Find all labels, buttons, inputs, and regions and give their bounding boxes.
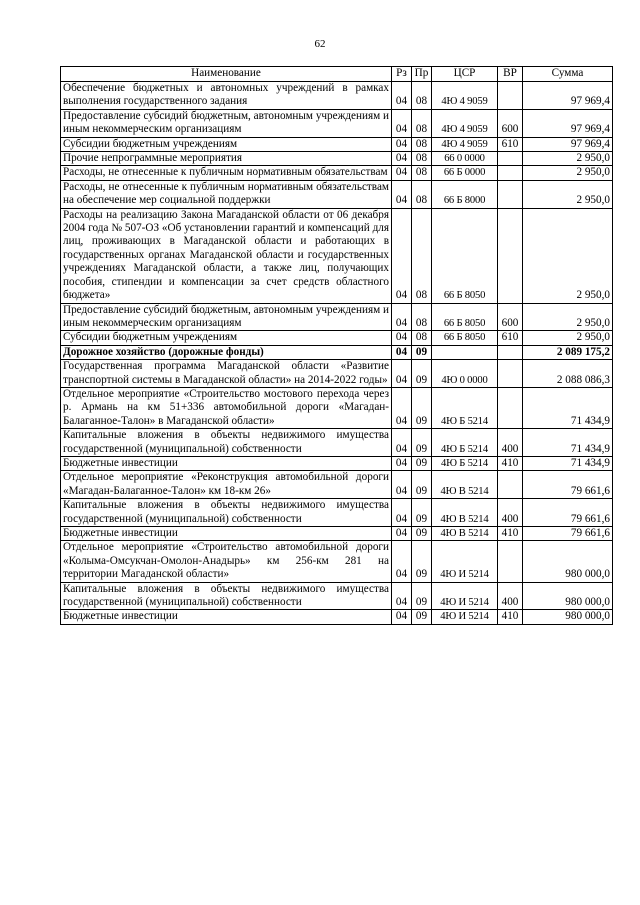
page-number: 62	[314, 38, 326, 50]
row-amount: 980 000,0	[523, 541, 613, 582]
row-rz: 04	[392, 429, 412, 457]
row-pr: 08	[412, 180, 432, 208]
row-rz: 04	[392, 499, 412, 527]
table-row	[61, 499, 613, 527]
row-pr: 08	[412, 331, 432, 345]
table-row	[61, 387, 613, 428]
row-vr	[498, 166, 523, 180]
row-vr	[498, 152, 523, 166]
row-pr: 09	[412, 471, 432, 499]
row-pr: 08	[412, 137, 432, 151]
row-amount: 980 000,0	[523, 582, 613, 610]
row-csr: 4Ю В 5214	[432, 471, 498, 499]
row-amount: 2 950,0	[523, 166, 613, 180]
row-pr: 09	[412, 527, 432, 541]
row-csr: 66 Б 0000	[432, 166, 498, 180]
table-row	[61, 456, 613, 470]
row-csr: 4Ю И 5214	[432, 541, 498, 582]
table-row	[61, 471, 613, 499]
row-pr: 08	[412, 166, 432, 180]
row-rz: 04	[392, 387, 412, 428]
row-name: Дорожное хозяйство (дорожные фонды)	[61, 345, 392, 359]
row-rz: 04	[392, 303, 412, 331]
row-amount: 97 969,4	[523, 137, 613, 151]
table-row	[61, 610, 613, 624]
row-vr	[498, 82, 523, 110]
row-name: Капитальные вложения в объекты недвижимого имущества государственной (муниципальной) собственности	[61, 429, 392, 457]
header-vr: ВР	[498, 67, 523, 82]
row-pr: 09	[412, 499, 432, 527]
row-csr: 4Ю Б 5214	[432, 456, 498, 470]
row-rz: 04	[392, 471, 412, 499]
row-csr: 4Ю 0 0000	[432, 360, 498, 388]
row-csr: 66 Б 8050	[432, 331, 498, 345]
row-vr: 600	[498, 109, 523, 137]
row-name: Расходы, не отнесенные к публичным нормативным обязательствам на обеспечение мер социальной поддержки	[61, 180, 392, 208]
row-vr: 400	[498, 582, 523, 610]
table-row	[61, 109, 613, 137]
row-rz: 04	[392, 360, 412, 388]
table-row	[61, 166, 613, 180]
row-csr	[432, 345, 498, 359]
row-rz: 04	[392, 610, 412, 624]
row-rz: 04	[392, 166, 412, 180]
header-name: Наименование	[61, 67, 392, 82]
header-amount: Сумма	[523, 67, 613, 82]
row-pr: 09	[412, 429, 432, 457]
table-row	[61, 331, 613, 345]
row-pr: 09	[412, 582, 432, 610]
row-pr: 08	[412, 82, 432, 110]
row-name: Субсидии бюджетным учреждениям	[61, 137, 392, 151]
table-row	[61, 541, 613, 582]
row-amount: 71 434,9	[523, 429, 613, 457]
row-rz: 04	[392, 331, 412, 345]
row-vr	[498, 345, 523, 359]
row-pr: 09	[412, 456, 432, 470]
row-name: Предоставление субсидий бюджетным, автономным учреждениям и иным некоммерческим организациям	[61, 109, 392, 137]
row-csr: 4Ю И 5214	[432, 582, 498, 610]
row-amount: 79 661,6	[523, 527, 613, 541]
row-csr: 4Ю 4 9059	[432, 82, 498, 110]
row-vr	[498, 180, 523, 208]
row-name: Отдельное мероприятие «Строительство мостового перехода через р. Армань на км 51+336 автомобильной дороги «Магадан-Балаганное-Талон» в Магаданской области»	[61, 387, 392, 428]
row-rz: 04	[392, 137, 412, 151]
row-vr: 410	[498, 456, 523, 470]
row-name: Отдельное мероприятие «Строительство автомобильной дороги «Колыма-Омсукчан-Омолон-Анадырь» км 256-км 281 на территории Магаданской области»	[61, 541, 392, 582]
row-rz: 04	[392, 109, 412, 137]
row-vr	[498, 541, 523, 582]
row-name: Бюджетные инвестиции	[61, 527, 392, 541]
row-amount: 2 088 086,3	[523, 360, 613, 388]
table-row	[61, 152, 613, 166]
row-amount: 79 661,6	[523, 499, 613, 527]
row-vr: 400	[498, 499, 523, 527]
row-pr: 09	[412, 541, 432, 582]
row-vr: 600	[498, 303, 523, 331]
header-pr: Пр	[412, 67, 432, 82]
header-csr: ЦСР	[432, 67, 498, 82]
row-vr: 410	[498, 610, 523, 624]
row-vr: 410	[498, 527, 523, 541]
row-rz: 04	[392, 541, 412, 582]
row-vr: 400	[498, 429, 523, 457]
row-pr: 09	[412, 387, 432, 428]
row-amount: 2 950,0	[523, 303, 613, 331]
row-amount: 2 950,0	[523, 331, 613, 345]
row-csr: 66 Б 8050	[432, 303, 498, 331]
row-csr: 66 Б 8050	[432, 208, 498, 303]
row-pr: 09	[412, 360, 432, 388]
row-rz: 04	[392, 180, 412, 208]
row-vr	[498, 387, 523, 428]
row-pr: 08	[412, 208, 432, 303]
row-pr: 08	[412, 303, 432, 331]
row-amount: 980 000,0	[523, 610, 613, 624]
row-vr	[498, 360, 523, 388]
row-vr: 610	[498, 137, 523, 151]
row-name: Субсидии бюджетным учреждениям	[61, 331, 392, 345]
row-rz: 04	[392, 82, 412, 110]
table-row	[61, 303, 613, 331]
row-name: Отдельное мероприятие «Реконструкция автомобильной дороги «Магадан-Балаганное-Талон» км 18-км 26»	[61, 471, 392, 499]
row-pr: 08	[412, 152, 432, 166]
header-rz: Рз	[392, 67, 412, 82]
table-row	[61, 345, 613, 359]
row-vr	[498, 471, 523, 499]
row-rz: 04	[392, 582, 412, 610]
row-rz: 04	[392, 345, 412, 359]
row-csr: 4Ю В 5214	[432, 527, 498, 541]
row-amount: 97 969,4	[523, 109, 613, 137]
budget-table	[60, 66, 613, 625]
row-name: Капитальные вложения в объекты недвижимого имущества государственной (муниципальной) собственности	[61, 499, 392, 527]
row-amount: 71 434,9	[523, 387, 613, 428]
row-amount: 2 950,0	[523, 180, 613, 208]
row-amount: 97 969,4	[523, 82, 613, 110]
table-row	[61, 527, 613, 541]
row-name: Расходы, не отнесенные к публичным нормативным обязательствам	[61, 166, 392, 180]
row-rz: 04	[392, 527, 412, 541]
row-csr: 4Ю В 5214	[432, 499, 498, 527]
row-csr: 4Ю Б 5214	[432, 429, 498, 457]
row-csr: 4Ю 4 9059	[432, 109, 498, 137]
row-name: Государственная программа Магаданской области «Развитие транспортной системы в Магаданской области» на 2014-2022 годы»	[61, 360, 392, 388]
row-amount: 2 950,0	[523, 208, 613, 303]
row-name: Бюджетные инвестиции	[61, 456, 392, 470]
row-csr: 4Ю И 5214	[432, 610, 498, 624]
row-csr: 66 Б 8000	[432, 180, 498, 208]
row-name: Обеспечение бюджетных и автономных учреждений в рамках выполнения государственного задания	[61, 82, 392, 110]
table-row	[61, 360, 613, 388]
row-pr: 09	[412, 345, 432, 359]
row-rz: 04	[392, 208, 412, 303]
row-pr: 08	[412, 109, 432, 137]
table-row	[61, 429, 613, 457]
row-csr: 4Ю Б 5214	[432, 387, 498, 428]
row-amount: 2 950,0	[523, 152, 613, 166]
table-header-row	[61, 67, 613, 82]
row-amount: 2 089 175,2	[523, 345, 613, 359]
table-row	[61, 582, 613, 610]
row-name: Расходы на реализацию Закона Магаданской области от 06 декабря 2004 года № 507-ОЗ «Об установлении гарантий и компенсаций для лиц, проживающих в Магаданской области и работающих в государственных органах Магаданской области и государственных учреждениях Магаданской области, а также лиц, получающих пособия, стипендии и компенсации за счет средств областного бюджета»	[61, 208, 392, 303]
row-csr: 4Ю 4 9059	[432, 137, 498, 151]
row-name: Прочие непрограммные мероприятия	[61, 152, 392, 166]
table-row	[61, 180, 613, 208]
table-row	[61, 82, 613, 110]
row-amount: 79 661,6	[523, 471, 613, 499]
table-row	[61, 137, 613, 151]
table-row	[61, 208, 613, 303]
row-vr: 610	[498, 331, 523, 345]
row-vr	[498, 208, 523, 303]
row-csr: 66 0 0000	[432, 152, 498, 166]
row-name: Бюджетные инвестиции	[61, 610, 392, 624]
row-amount: 71 434,9	[523, 456, 613, 470]
row-rz: 04	[392, 456, 412, 470]
row-pr: 09	[412, 610, 432, 624]
row-rz: 04	[392, 152, 412, 166]
row-name: Предоставление субсидий бюджетным, автономным учреждениям и иным некоммерческим организациям	[61, 303, 392, 331]
row-name: Капитальные вложения в объекты недвижимого имущества государственной (муниципальной) собственности	[61, 582, 392, 610]
